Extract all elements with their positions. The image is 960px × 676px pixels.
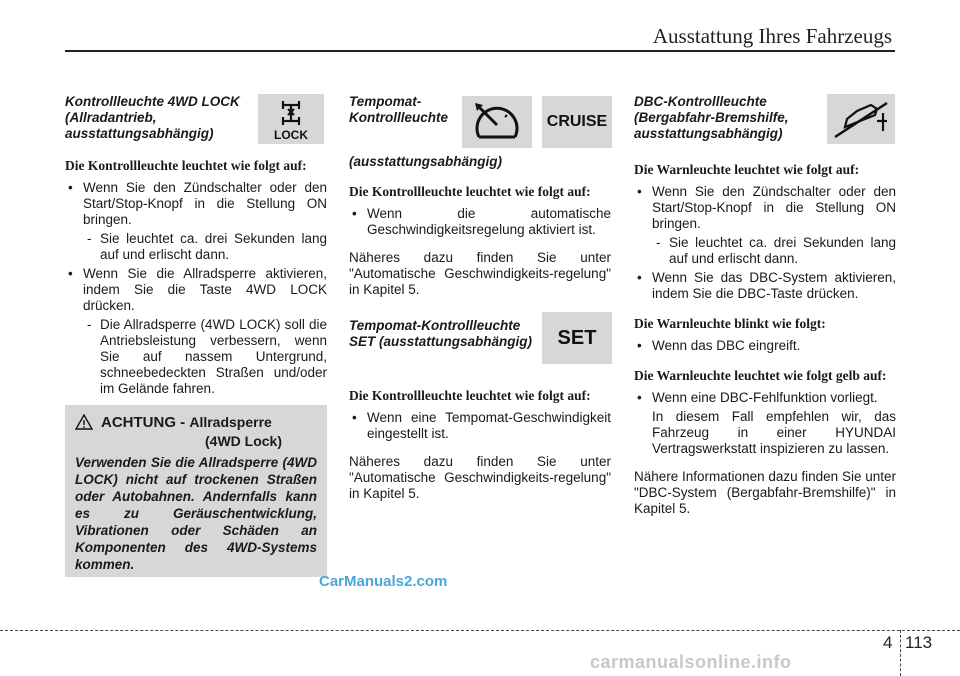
subheading: Die Warnleuchte leuchtet wie folgt gelb auf: <box>634 368 887 383</box>
cruise-text-icon <box>542 96 612 148</box>
heading-dbc: DBC-Kontrollleuchte (Bergabfahr-Bremshilfe, ausstattungsabhängig) <box>634 94 789 141</box>
section-heading-set <box>349 318 611 378</box>
warning-triangle-icon <box>75 414 93 430</box>
lock-icon-text: LOCK <box>274 128 308 142</box>
subheading: Die Kontrollleuchte leuchtet wie folgt auf: <box>65 158 307 173</box>
section-heading-4wd <box>65 94 327 144</box>
set-icon-text: SET <box>557 327 597 349</box>
list-item-continuation: In diesem Fall empfehlen wir, das Fahrzeug in einer HYUNDAI Vertragswerkstatt inspizieren zu lassen. <box>652 409 896 456</box>
list-subitem <box>65 317 327 397</box>
paragraph: Nähere Informationen dazu finden Sie unter "DBC-System (Bergabfahr-Bremshilfe)" in Kapitel 5. <box>634 469 896 516</box>
watermark-link[interactable]: CarManuals2.com <box>319 573 448 590</box>
list-subitem-text: Sie leuchtet ca. drei Sekunden lang auf und erlischt dann. <box>669 235 896 266</box>
warning-subject-2: (4WD Lock) <box>205 433 282 449</box>
subheading: Die Warnleuchte leuchtet wie folgt auf: <box>634 162 860 177</box>
warning-subject: Allradsperre <box>189 414 272 430</box>
dbc-hill-descent-icon <box>827 94 895 144</box>
footer-watermark: carmanualsonline.info <box>590 652 792 672</box>
footer-rule <box>0 630 960 631</box>
column-dbc <box>634 94 896 523</box>
page-header-title: Ausstattung Ihres Fahrzeugs <box>652 24 892 48</box>
warning-title <box>65 405 327 450</box>
list-item: • Wenn eine Tempomat-Geschwindigkeit eingestellt ist. <box>349 410 611 442</box>
column-cruise <box>349 94 611 508</box>
heading-cruise-sub: (ausstattungsabhängig) <box>349 154 503 169</box>
cruise-icon-text: CRUISE <box>546 113 608 130</box>
section-heading-cruise <box>349 94 611 150</box>
column-4wd-lock <box>65 94 327 400</box>
list-item: • Wenn eine DBC-Fehlfunktion vorliegt. <box>634 390 896 406</box>
page-number: 113 <box>905 633 933 652</box>
section-heading-dbc <box>634 94 896 144</box>
heading-4wd-lock: Kontrollleuchte 4WD LOCK (Allradantrieb, ausstattungsabhängig) <box>65 94 240 141</box>
list-subitem-text: Die Allradsperre (4WD LOCK) soll die Antriebsleistung verbessern, wenn Sie auf nassem Untergrund, schneebedeckten Straßen und/oder im Gelände fahren. <box>100 317 327 396</box>
list-item: • Wenn Sie den Zündschalter oder den Start/Stop-Knopf in die Stellung ON bringen. <box>634 184 896 232</box>
warning-box <box>65 405 327 577</box>
heading-set: Tempomat-Kontrollleuchte SET (ausstattungsabhängig) <box>349 318 533 349</box>
list-subitem <box>634 235 896 267</box>
list-item: • Wenn die automatische Geschwindigkeitsregelung aktiviert ist. <box>349 206 611 238</box>
dash-mark: - <box>656 235 661 250</box>
header-rule <box>65 50 895 52</box>
paragraph: Näheres dazu finden Sie unter "Automatische Geschwindigkeits-regelung" in Kapitel 5. <box>349 454 611 501</box>
subheading: Die Kontrollleuchte leuchtet wie folgt auf: <box>349 388 591 403</box>
dash-mark: - <box>87 317 92 332</box>
list-item: • Wenn Sie die Allradsperre aktivieren, indem Sie die Taste 4WD LOCK drücken. <box>65 266 327 314</box>
4wd-lock-icon <box>258 94 324 144</box>
page-separator <box>900 630 901 676</box>
heading-cruise: Tempomat-Kontrollleuchte <box>349 94 449 125</box>
list-subitem-text: Sie leuchtet ca. drei Sekunden lang auf und erlischt dann. <box>100 231 327 262</box>
subheading: Die Warnleuchte blinkt wie folgt: <box>634 316 826 331</box>
dash-mark: - <box>87 231 92 246</box>
warning-label: ACHTUNG - <box>101 414 186 431</box>
list-item: • Wenn das DBC eingreift. <box>634 338 896 354</box>
cruise-speedometer-icon <box>462 96 532 148</box>
chapter-number: 4 <box>883 633 893 652</box>
list-subitem <box>65 231 327 263</box>
paragraph: Näheres dazu finden Sie unter "Automatische Geschwindigkeits-regelung" in Kapitel 5. <box>349 250 611 297</box>
warning-body: Verwenden Sie die Allradsperre (4WD LOCK) nicht auf trockenen Straßen oder Autobahnen. Andernfalls kann es zu Geräuschentwicklung, Vibrationen oder Schäden an Komponenten des 4WD-Systems kommen. <box>75 455 317 572</box>
subheading: Die Kontrollleuchte leuchtet wie folgt auf: <box>349 184 591 199</box>
list-item: • Wenn Sie das DBC-System aktivieren, indem Sie die DBC-Taste drücken. <box>634 270 896 302</box>
list-item: • Wenn Sie den Zündschalter oder den Start/Stop-Knopf in die Stellung ON bringen. <box>65 180 327 228</box>
set-icon <box>542 312 612 364</box>
